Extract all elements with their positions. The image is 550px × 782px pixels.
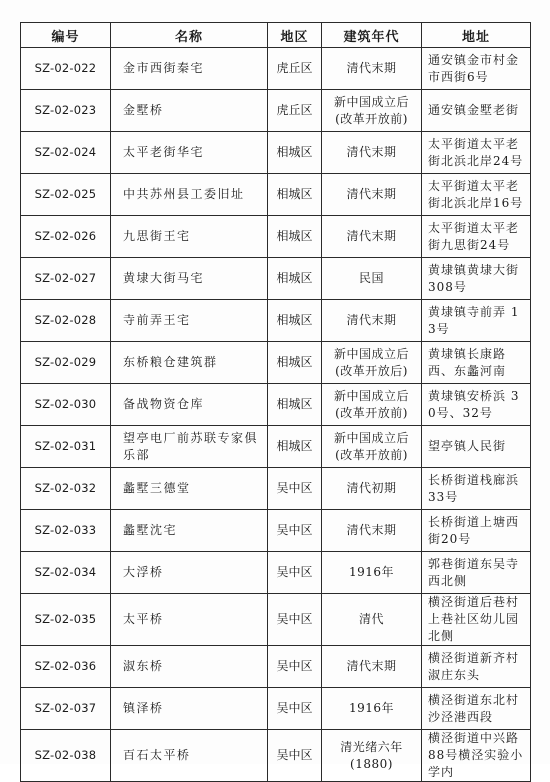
cell-era: 新中国成立后(改革开放后) bbox=[322, 342, 422, 384]
cell-district: 吴中区 bbox=[268, 646, 322, 688]
cell-id: SZ-02-030 bbox=[21, 384, 111, 426]
cell-name: 九思街王宅 bbox=[111, 216, 268, 258]
cell-id: SZ-02-031 bbox=[21, 426, 111, 468]
cell-name: 金墅桥 bbox=[111, 90, 268, 132]
cell-name: 中共苏州县工委旧址 bbox=[111, 174, 268, 216]
cell-era: 新中国成立后(改革开放前) bbox=[322, 426, 422, 468]
cell-id: SZ-02-026 bbox=[21, 216, 111, 258]
cell-id: SZ-02-029 bbox=[21, 342, 111, 384]
cell-id: SZ-02-024 bbox=[21, 132, 111, 174]
cell-address: 黄埭镇寺前弄 13号 bbox=[422, 300, 531, 342]
cell-id: SZ-02-035 bbox=[21, 594, 111, 646]
cell-district: 虎丘区 bbox=[268, 48, 322, 90]
cell-district: 相城区 bbox=[268, 132, 322, 174]
cell-name: 淑东桥 bbox=[111, 646, 268, 688]
cell-address: 通安镇金市村金市西街6号 bbox=[422, 48, 531, 90]
cell-era: 清代末期 bbox=[322, 48, 422, 90]
table-row bbox=[21, 132, 531, 174]
cell-name: 蠡墅沈宅 bbox=[111, 510, 268, 552]
cell-address: 长桥街道上塘西街20号 bbox=[422, 510, 531, 552]
cell-name: 备战物资仓库 bbox=[111, 384, 268, 426]
cell-name: 黄埭大街马宅 bbox=[111, 258, 268, 300]
table-header-row bbox=[21, 23, 531, 48]
cell-address: 郭巷街道东吴寺西北侧 bbox=[422, 552, 531, 594]
cell-address: 黄埭镇安桥浜 30号、32号 bbox=[422, 384, 531, 426]
cell-address: 横泾街道后巷村上巷社区幼儿园北侧 bbox=[422, 594, 531, 646]
cell-name: 东桥粮仓建筑群 bbox=[111, 342, 268, 384]
table-row bbox=[21, 258, 531, 300]
cell-address: 太平街道太平老街北浜北岸24号 bbox=[422, 132, 531, 174]
cell-era: 新中国成立后(改革开放前) bbox=[322, 90, 422, 132]
cell-id: SZ-02-036 bbox=[21, 646, 111, 688]
cell-id: SZ-02-022 bbox=[21, 48, 111, 90]
cell-id: SZ-02-028 bbox=[21, 300, 111, 342]
cell-id: SZ-02-027 bbox=[21, 258, 111, 300]
cell-name: 望亭电厂前苏联专家俱乐部 bbox=[111, 426, 268, 468]
cell-district: 吴中区 bbox=[268, 552, 322, 594]
cell-era: 新中国成立后(改革开放前) bbox=[322, 384, 422, 426]
cell-name: 金市西街秦宅 bbox=[111, 48, 268, 90]
cell-address: 横泾街道东北村沙泾港西段 bbox=[422, 688, 531, 730]
table-row bbox=[21, 646, 531, 688]
cell-era: 清代末期 bbox=[322, 174, 422, 216]
cell-district: 虎丘区 bbox=[268, 90, 322, 132]
cell-district: 吴中区 bbox=[268, 510, 322, 552]
cell-address: 横泾街道新齐村淑庄东头 bbox=[422, 646, 531, 688]
cell-era: 清光绪六年(1880) bbox=[322, 730, 422, 782]
cell-name: 寺前弄王宅 bbox=[111, 300, 268, 342]
table-row bbox=[21, 688, 531, 730]
cell-district: 相城区 bbox=[268, 342, 322, 384]
header-address: 地址 bbox=[422, 23, 531, 48]
header-era: 建筑年代 bbox=[322, 23, 422, 48]
table-row bbox=[21, 468, 531, 510]
cell-name: 大浮桥 bbox=[111, 552, 268, 594]
header-name: 名称 bbox=[111, 23, 268, 48]
table-row bbox=[21, 426, 531, 468]
cell-district: 相城区 bbox=[268, 384, 322, 426]
cell-district: 相城区 bbox=[268, 216, 322, 258]
cell-era: 清代末期 bbox=[322, 132, 422, 174]
cell-district: 相城区 bbox=[268, 174, 322, 216]
table-row bbox=[21, 174, 531, 216]
cell-era: 清代末期 bbox=[322, 510, 422, 552]
cell-name: 镇泽桥 bbox=[111, 688, 268, 730]
table-row bbox=[21, 300, 531, 342]
cell-id: SZ-02-032 bbox=[21, 468, 111, 510]
cell-era: 清代初期 bbox=[322, 468, 422, 510]
cell-id: SZ-02-037 bbox=[21, 688, 111, 730]
table-row bbox=[21, 730, 531, 782]
cell-district: 相城区 bbox=[268, 258, 322, 300]
cell-era: 清代末期 bbox=[322, 300, 422, 342]
cell-id: SZ-02-025 bbox=[21, 174, 111, 216]
cell-id: SZ-02-023 bbox=[21, 90, 111, 132]
cell-district: 相城区 bbox=[268, 300, 322, 342]
table-row bbox=[21, 90, 531, 132]
cell-address: 太平街道太平老街北浜北岸16号 bbox=[422, 174, 531, 216]
cell-id: SZ-02-034 bbox=[21, 552, 111, 594]
cell-era: 民国 bbox=[322, 258, 422, 300]
cell-district: 吴中区 bbox=[268, 730, 322, 782]
cell-address: 黄埭镇长康路西、东蠡河南 bbox=[422, 342, 531, 384]
cell-name: 百石太平桥 bbox=[111, 730, 268, 782]
table-row bbox=[21, 594, 531, 646]
cell-district: 吴中区 bbox=[268, 688, 322, 730]
heritage-buildings-table bbox=[20, 22, 531, 782]
table-row bbox=[21, 48, 531, 90]
cell-name: 太平桥 bbox=[111, 594, 268, 646]
header-id: 编号 bbox=[21, 23, 111, 48]
table-row bbox=[21, 510, 531, 552]
table-row bbox=[21, 216, 531, 258]
cell-era: 1916年 bbox=[322, 688, 422, 730]
cell-address: 长桥街道栈廊浜33号 bbox=[422, 468, 531, 510]
header-district: 地区 bbox=[268, 23, 322, 48]
cell-address: 黄埭镇黄埭大街308号 bbox=[422, 258, 531, 300]
cell-district: 吴中区 bbox=[268, 594, 322, 646]
cell-address: 太平街道太平老街九思街24号 bbox=[422, 216, 531, 258]
cell-era: 清代末期 bbox=[322, 216, 422, 258]
cell-id: SZ-02-038 bbox=[21, 730, 111, 782]
table-row bbox=[21, 384, 531, 426]
cell-address: 望亭镇人民街 bbox=[422, 426, 531, 468]
cell-district: 吴中区 bbox=[268, 468, 322, 510]
cell-name: 蠡墅三德堂 bbox=[111, 468, 268, 510]
cell-name: 太平老街华宅 bbox=[111, 132, 268, 174]
cell-id: SZ-02-033 bbox=[21, 510, 111, 552]
table-row bbox=[21, 552, 531, 594]
cell-district: 相城区 bbox=[268, 426, 322, 468]
cell-address: 通安镇金墅老街 bbox=[422, 90, 531, 132]
cell-era: 清代末期 bbox=[322, 646, 422, 688]
cell-era: 清代 bbox=[322, 594, 422, 646]
cell-address: 横泾街道中兴路88号横泾实验小学内 bbox=[422, 730, 531, 782]
table-row bbox=[21, 342, 531, 384]
cell-era: 1916年 bbox=[322, 552, 422, 594]
